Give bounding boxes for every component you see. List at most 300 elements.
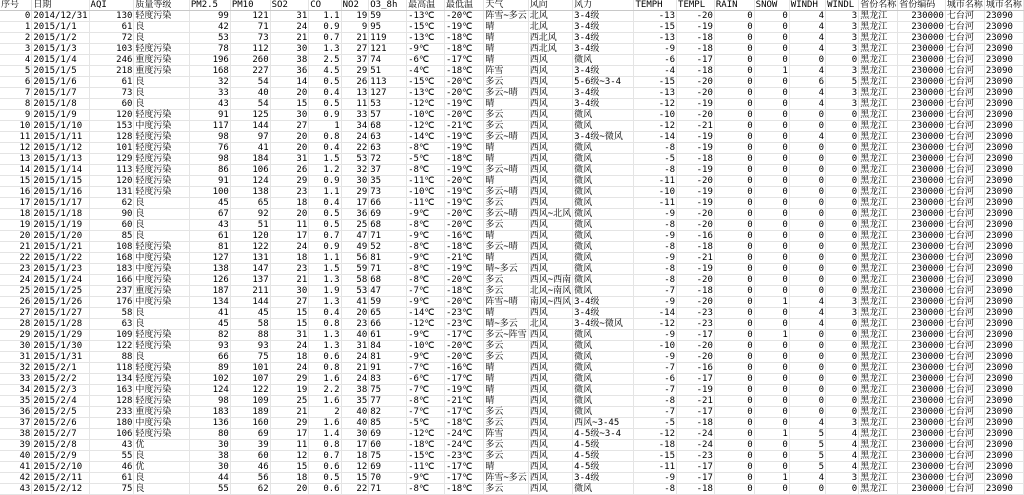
table-cell[interactable]: 1.5 xyxy=(309,154,341,165)
table-cell[interactable]: 160 xyxy=(230,418,270,429)
table-cell[interactable]: 68 xyxy=(369,275,407,286)
table-cell[interactable]: 微风 xyxy=(573,341,634,352)
table-cell[interactable]: 微风 xyxy=(573,209,634,220)
table-cell[interactable]: 轻度污染 xyxy=(134,429,189,440)
table-cell[interactable]: 西风 xyxy=(528,484,572,495)
table-cell[interactable]: -10℃ xyxy=(407,341,445,352)
table-cell[interactable]: 39 xyxy=(0,440,32,451)
table-cell[interactable]: 0.4 xyxy=(309,198,341,209)
table-cell[interactable]: 3-4级 xyxy=(573,308,634,319)
table-cell[interactable]: 0 xyxy=(754,374,789,385)
table-cell[interactable]: 七台河 xyxy=(945,121,984,132)
table-cell[interactable]: 轻度污染 xyxy=(134,396,189,407)
table-cell[interactable]: 3-4级 xyxy=(573,99,634,110)
table-cell[interactable]: -6℃ xyxy=(407,55,445,66)
table-cell[interactable]: 4 xyxy=(789,99,825,110)
table-cell[interactable]: -19 xyxy=(677,198,715,209)
table-cell[interactable]: 3 xyxy=(826,99,859,110)
table-cell[interactable]: -18 xyxy=(677,154,715,165)
table-cell[interactable]: 230000 xyxy=(898,341,946,352)
table-cell[interactable]: 2015/2/4 xyxy=(32,396,89,407)
table-cell[interactable]: 230000 xyxy=(898,396,946,407)
table-cell[interactable]: 230000 xyxy=(898,242,946,253)
table-cell[interactable]: 71 xyxy=(230,22,270,33)
table-cell[interactable]: 西风 xyxy=(528,187,572,198)
table-cell[interactable]: 4 xyxy=(789,88,825,99)
table-cell[interactable]: 23090 xyxy=(984,231,1023,242)
table-cell[interactable]: 晴~多云 xyxy=(484,319,528,330)
table-cell[interactable]: 20 xyxy=(270,132,309,143)
column-header[interactable]: 最低温 xyxy=(444,0,483,11)
table-cell[interactable]: -23 xyxy=(677,451,715,462)
table-cell[interactable]: 良 xyxy=(134,231,189,242)
table-cell[interactable]: 七台河 xyxy=(945,165,984,176)
table-cell[interactable]: 七台河 xyxy=(945,44,984,55)
table-cell[interactable]: 55 xyxy=(189,484,230,495)
table-cell[interactable]: 23090 xyxy=(984,374,1023,385)
table-cell[interactable]: 七台河 xyxy=(945,187,984,198)
table-cell[interactable]: 121 xyxy=(230,11,270,22)
table-cell[interactable]: 21 xyxy=(270,33,309,44)
table-cell[interactable]: -17 xyxy=(677,330,715,341)
table-cell[interactable]: 黑龙江 xyxy=(859,451,898,462)
table-cell[interactable]: 0 xyxy=(754,55,789,66)
table-cell[interactable]: -9℃ xyxy=(407,44,445,55)
table-cell[interactable]: 2015/1/11 xyxy=(32,132,89,143)
table-cell[interactable]: 多云~晴 xyxy=(484,187,528,198)
table-cell[interactable]: -18℃ xyxy=(444,484,483,495)
table-cell[interactable]: 17 xyxy=(341,198,369,209)
table-cell[interactable]: -18℃ xyxy=(444,33,483,44)
table-cell[interactable]: 20 xyxy=(270,143,309,154)
table-cell[interactable]: 4 xyxy=(826,440,859,451)
table-cell[interactable]: 23090 xyxy=(984,55,1023,66)
table-cell[interactable]: 微风 xyxy=(573,121,634,132)
table-cell[interactable]: -9℃ xyxy=(407,473,445,484)
table-cell[interactable]: 多云~晴 xyxy=(484,132,528,143)
table-cell[interactable]: 多云 xyxy=(484,275,528,286)
table-cell[interactable]: 0 xyxy=(826,231,859,242)
column-header[interactable]: WINDH xyxy=(789,0,825,11)
table-cell[interactable]: 120 xyxy=(89,110,134,121)
table-cell[interactable]: 41 xyxy=(230,143,270,154)
table-cell[interactable]: 西风 xyxy=(528,242,572,253)
table-cell[interactable]: 230000 xyxy=(898,209,946,220)
table-cell[interactable]: 黑龙江 xyxy=(859,297,898,308)
table-cell[interactable]: -8℃ xyxy=(407,165,445,176)
table-cell[interactable]: 21 xyxy=(341,33,369,44)
table-cell[interactable]: -19℃ xyxy=(444,132,483,143)
table-cell[interactable]: 重度污染 xyxy=(134,55,189,66)
table-cell[interactable]: 多云~晴 xyxy=(484,165,528,176)
table-cell[interactable]: 晴 xyxy=(484,231,528,242)
table-cell[interactable]: 黑龙江 xyxy=(859,484,898,495)
table-cell[interactable]: 4 xyxy=(826,451,859,462)
table-cell[interactable]: -7℃ xyxy=(407,286,445,297)
table-cell[interactable]: 微风 xyxy=(573,165,634,176)
table-cell[interactable]: 100 xyxy=(189,187,230,198)
table-cell[interactable]: 多云 xyxy=(484,484,528,495)
table-cell[interactable]: 微风 xyxy=(573,55,634,66)
table-cell[interactable]: 13 xyxy=(341,88,369,99)
table-cell[interactable]: 西风 xyxy=(528,220,572,231)
table-cell[interactable]: 80 xyxy=(189,429,230,440)
table-cell[interactable]: 0 xyxy=(789,341,825,352)
table-cell[interactable]: 230000 xyxy=(898,297,946,308)
table-cell[interactable]: 0 xyxy=(754,275,789,286)
table-cell[interactable]: 黑龙江 xyxy=(859,33,898,44)
table-cell[interactable]: -20 xyxy=(677,77,715,88)
table-cell[interactable]: 西风 xyxy=(528,385,572,396)
table-cell[interactable]: 98 xyxy=(189,154,230,165)
table-cell[interactable]: 0.6 xyxy=(309,352,341,363)
table-cell[interactable]: 5 xyxy=(789,429,825,440)
table-cell[interactable]: 0 xyxy=(826,319,859,330)
table-cell[interactable]: 22 xyxy=(341,143,369,154)
table-cell[interactable]: -7℃ xyxy=(407,363,445,374)
table-cell[interactable]: 0 xyxy=(714,374,754,385)
table-cell[interactable]: 晴 xyxy=(484,253,528,264)
table-cell[interactable]: 75 xyxy=(89,484,134,495)
table-cell[interactable]: 43 xyxy=(89,440,134,451)
column-header[interactable]: WINDL xyxy=(826,0,859,11)
table-cell[interactable]: 230000 xyxy=(898,33,946,44)
table-cell[interactable]: 91 xyxy=(369,363,407,374)
table-cell[interactable]: 27 xyxy=(270,297,309,308)
table-cell[interactable]: 0.4 xyxy=(309,308,341,319)
table-cell[interactable]: 91 xyxy=(189,110,230,121)
table-cell[interactable]: 19 xyxy=(341,11,369,22)
table-cell[interactable]: -5 xyxy=(634,418,677,429)
table-cell[interactable]: 2015/1/21 xyxy=(32,242,89,253)
table-cell[interactable]: -12℃ xyxy=(407,429,445,440)
table-cell[interactable]: -7℃ xyxy=(407,385,445,396)
table-cell[interactable]: -18℃ xyxy=(444,242,483,253)
table-cell[interactable]: 2015/1/4 xyxy=(32,55,89,66)
table-cell[interactable]: 2015/1/3 xyxy=(32,44,89,55)
table-cell[interactable]: 0 xyxy=(789,253,825,264)
table-cell[interactable]: 0 xyxy=(714,264,754,275)
table-cell[interactable]: 0 xyxy=(754,132,789,143)
table-cell[interactable]: 黑龙江 xyxy=(859,341,898,352)
table-cell[interactable]: 63 xyxy=(369,132,407,143)
table-cell[interactable]: -18℃ xyxy=(444,286,483,297)
table-cell[interactable]: -20 xyxy=(677,341,715,352)
table-cell[interactable]: 阵雪~多云 xyxy=(485,473,527,483)
column-header[interactable]: PM10 xyxy=(230,0,270,11)
table-cell[interactable]: 92 xyxy=(230,209,270,220)
table-cell[interactable]: 0.6 xyxy=(309,462,341,473)
table-cell[interactable]: 0 xyxy=(714,33,754,44)
table-cell[interactable]: 31 xyxy=(341,341,369,352)
table-cell[interactable]: 127 xyxy=(189,253,230,264)
table-cell[interactable]: 0 xyxy=(826,176,859,187)
table-cell[interactable]: 西风 xyxy=(528,308,572,319)
table-cell[interactable]: 多云 xyxy=(484,352,528,363)
table-cell[interactable]: 168 xyxy=(189,66,230,77)
table-cell[interactable]: 230000 xyxy=(898,253,946,264)
table-cell[interactable]: 42 xyxy=(0,473,32,484)
table-cell[interactable]: 23090 xyxy=(984,385,1023,396)
table-cell[interactable]: 0.8 xyxy=(309,363,341,374)
table-cell[interactable]: 3 xyxy=(826,44,859,55)
table-cell[interactable]: 0 xyxy=(714,341,754,352)
table-cell[interactable]: 中度污染 xyxy=(134,264,189,275)
table-cell[interactable]: -10℃ xyxy=(407,110,445,121)
table-cell[interactable]: 189 xyxy=(230,407,270,418)
table-cell[interactable]: 72 xyxy=(89,33,134,44)
table-cell[interactable]: 230000 xyxy=(898,165,946,176)
table-cell[interactable]: 77 xyxy=(369,396,407,407)
table-cell[interactable]: 良 xyxy=(134,220,189,231)
table-cell[interactable]: 230000 xyxy=(898,121,946,132)
table-cell[interactable]: 黑龙江 xyxy=(859,154,898,165)
table-cell[interactable]: 230000 xyxy=(898,385,946,396)
table-cell[interactable]: 七台河 xyxy=(945,209,984,220)
table-cell[interactable]: 26 xyxy=(270,165,309,176)
table-cell[interactable]: 西风 xyxy=(528,396,572,407)
table-cell[interactable]: 113 xyxy=(369,77,407,88)
table-cell[interactable]: 0 xyxy=(754,253,789,264)
table-cell[interactable]: -9 xyxy=(634,231,677,242)
table-cell[interactable]: 七台河 xyxy=(945,363,984,374)
table-cell[interactable]: 微风 xyxy=(573,231,634,242)
table-cell[interactable]: 85 xyxy=(369,418,407,429)
table-cell[interactable]: 128 xyxy=(89,396,134,407)
table-cell[interactable]: 多云 xyxy=(484,451,528,462)
table-cell[interactable]: 良 xyxy=(134,209,189,220)
table-cell[interactable]: -17 xyxy=(677,55,715,66)
table-cell[interactable]: 4-5级 xyxy=(573,440,634,451)
table-cell[interactable]: 230000 xyxy=(898,286,946,297)
table-cell[interactable]: 0 xyxy=(714,396,754,407)
table-cell[interactable]: 19 xyxy=(0,220,32,231)
table-cell[interactable]: -23℃ xyxy=(444,319,483,330)
table-cell[interactable]: 黑龙江 xyxy=(859,132,898,143)
table-cell[interactable]: 晴 xyxy=(484,176,528,187)
table-cell[interactable]: 10 xyxy=(0,121,32,132)
table-cell[interactable]: 西风 xyxy=(528,352,572,363)
table-cell[interactable]: 七台河 xyxy=(945,176,984,187)
column-header[interactable]: TEMPL xyxy=(677,0,715,11)
table-cell[interactable]: 微风 xyxy=(573,187,634,198)
table-cell[interactable]: 91 xyxy=(189,176,230,187)
table-cell[interactable]: 3-4级 xyxy=(573,44,634,55)
table-cell[interactable]: 微风 xyxy=(573,330,634,341)
column-header[interactable]: 城市名称 xyxy=(946,0,983,10)
table-cell[interactable]: -5 xyxy=(634,154,677,165)
table-cell[interactable]: 2015/1/12 xyxy=(32,143,89,154)
table-cell[interactable]: 3 xyxy=(826,11,859,22)
table-cell[interactable]: 23090 xyxy=(984,418,1023,429)
table-cell[interactable]: -18 xyxy=(677,286,715,297)
table-cell[interactable]: 黑龙江 xyxy=(859,110,898,121)
table-cell[interactable]: -17℃ xyxy=(444,330,483,341)
table-cell[interactable]: 26 xyxy=(0,297,32,308)
table-cell[interactable]: 4-5级 xyxy=(573,462,634,473)
table-cell[interactable]: -20℃ xyxy=(444,220,483,231)
table-cell[interactable]: 68 xyxy=(369,220,407,231)
table-cell[interactable]: 0 xyxy=(754,242,789,253)
table-cell[interactable]: 重度污染 xyxy=(134,66,189,77)
table-cell[interactable]: 0.5 xyxy=(309,473,341,484)
table-cell[interactable]: 82 xyxy=(369,407,407,418)
table-cell[interactable]: 七台河 xyxy=(945,99,984,110)
table-cell[interactable]: 6 xyxy=(0,77,32,88)
table-cell[interactable]: 0 xyxy=(826,165,859,176)
table-cell[interactable]: 0.9 xyxy=(309,22,341,33)
table-cell[interactable]: -13 xyxy=(634,33,677,44)
table-cell[interactable]: 23090 xyxy=(984,110,1023,121)
table-cell[interactable]: 23 xyxy=(270,264,309,275)
table-cell[interactable]: 南风~西风 xyxy=(529,297,572,307)
table-cell[interactable]: 230000 xyxy=(898,429,946,440)
table-cell[interactable]: 0.5 xyxy=(309,77,341,88)
table-cell[interactable]: 51 xyxy=(369,66,407,77)
table-cell[interactable]: 西风~西南 xyxy=(529,275,572,285)
table-cell[interactable]: -20℃ xyxy=(444,352,483,363)
table-cell[interactable]: 88 xyxy=(89,352,134,363)
table-cell[interactable]: 27 xyxy=(0,308,32,319)
table-cell[interactable]: 3-4级 xyxy=(573,66,634,77)
table-cell[interactable]: 1.3 xyxy=(309,275,341,286)
table-cell[interactable]: 轻度污染 xyxy=(134,330,189,341)
table-cell[interactable]: 61 xyxy=(189,231,230,242)
table-cell[interactable]: 0 xyxy=(826,154,859,165)
table-cell[interactable]: -19℃ xyxy=(444,99,483,110)
table-cell[interactable]: 46 xyxy=(230,462,270,473)
table-cell[interactable]: 微风 xyxy=(573,264,634,275)
table-cell[interactable]: -11 xyxy=(634,198,677,209)
table-cell[interactable]: 4-5级 xyxy=(573,451,634,462)
table-cell[interactable]: 西风 xyxy=(528,330,572,341)
table-cell[interactable]: 北风 xyxy=(528,319,572,330)
column-header[interactable]: SO2 xyxy=(270,0,309,11)
table-cell[interactable]: 微风 xyxy=(573,484,634,495)
table-cell[interactable]: 中度污染 xyxy=(134,275,189,286)
table-cell[interactable]: 0 xyxy=(714,363,754,374)
table-cell[interactable]: 多云~晴 xyxy=(484,88,528,99)
table-cell[interactable]: 23090 xyxy=(984,341,1023,352)
table-cell[interactable]: -18 xyxy=(677,33,715,44)
table-cell[interactable]: 23090 xyxy=(984,11,1023,22)
table-cell[interactable]: -24 xyxy=(677,429,715,440)
table-cell[interactable]: -13℃ xyxy=(407,88,445,99)
table-cell[interactable]: 33 xyxy=(341,110,369,121)
table-cell[interactable]: 黑龙江 xyxy=(859,462,898,473)
table-cell[interactable]: 9 xyxy=(0,110,32,121)
table-cell[interactable]: 153 xyxy=(89,121,134,132)
table-cell[interactable]: 230000 xyxy=(898,154,946,165)
table-cell[interactable]: 44 xyxy=(189,473,230,484)
table-cell[interactable]: 29 xyxy=(270,176,309,187)
table-cell[interactable]: 23090 xyxy=(984,440,1023,451)
table-cell[interactable]: 90 xyxy=(89,209,134,220)
table-cell[interactable]: 1.3 xyxy=(309,341,341,352)
table-cell[interactable]: 七台河 xyxy=(945,198,984,209)
table-cell[interactable]: 163 xyxy=(89,385,134,396)
table-cell[interactable]: 15 xyxy=(341,473,369,484)
table-cell[interactable]: 5 xyxy=(0,66,32,77)
table-cell[interactable]: 60 xyxy=(230,451,270,462)
table-cell[interactable]: 5 xyxy=(789,462,825,473)
table-cell[interactable]: 黑龙江 xyxy=(859,407,898,418)
table-cell[interactable]: 0.4 xyxy=(309,88,341,99)
table-cell[interactable]: 7 xyxy=(0,88,32,99)
table-cell[interactable]: 85 xyxy=(89,231,134,242)
table-cell[interactable]: 1.6 xyxy=(309,418,341,429)
table-cell[interactable]: 218 xyxy=(89,66,134,77)
table-cell[interactable]: 23090 xyxy=(984,99,1023,110)
table-cell[interactable]: 1.3 xyxy=(309,44,341,55)
table-cell[interactable]: 31 xyxy=(270,11,309,22)
table-cell[interactable]: 32 xyxy=(189,77,230,88)
table-cell[interactable]: 七台河 xyxy=(945,11,984,22)
table-cell[interactable]: 1.6 xyxy=(309,374,341,385)
table-cell[interactable]: 0 xyxy=(714,330,754,341)
table-cell[interactable]: -19℃ xyxy=(444,385,483,396)
table-cell[interactable]: 81 xyxy=(369,352,407,363)
table-cell[interactable]: 0 xyxy=(789,264,825,275)
table-cell[interactable]: 0.9 xyxy=(309,176,341,187)
table-cell[interactable]: -9℃ xyxy=(407,209,445,220)
table-cell[interactable]: 3 xyxy=(0,44,32,55)
table-cell[interactable]: 西风 xyxy=(528,440,572,451)
table-cell[interactable]: 230000 xyxy=(898,88,946,99)
table-cell[interactable]: 0 xyxy=(714,429,754,440)
table-cell[interactable]: -18℃ xyxy=(444,418,483,429)
table-cell[interactable]: 多云 xyxy=(484,77,528,88)
table-cell[interactable]: 41 xyxy=(0,462,32,473)
table-cell[interactable]: 60 xyxy=(89,99,134,110)
table-cell[interactable]: -10℃ xyxy=(407,187,445,198)
table-cell[interactable]: 良 xyxy=(134,88,189,99)
table-cell[interactable]: 3-4级 xyxy=(573,297,634,308)
table-cell[interactable]: 2015/2/7 xyxy=(32,429,89,440)
table-cell[interactable]: 23090 xyxy=(984,473,1023,484)
table-cell[interactable]: 多云 xyxy=(484,198,528,209)
table-cell[interactable]: 0 xyxy=(714,220,754,231)
table-cell[interactable]: 0.5 xyxy=(309,99,341,110)
table-cell[interactable]: 0 xyxy=(714,286,754,297)
table-cell[interactable]: 2015/1/16 xyxy=(32,187,89,198)
table-cell[interactable]: 2015/1/25 xyxy=(32,286,89,297)
table-cell[interactable]: 23090 xyxy=(984,242,1023,253)
table-cell[interactable]: 61 xyxy=(89,22,134,33)
table-cell[interactable]: 1.3 xyxy=(309,297,341,308)
table-cell[interactable]: 73 xyxy=(89,88,134,99)
table-cell[interactable]: 微风 xyxy=(573,242,634,253)
table-cell[interactable]: 23090 xyxy=(984,264,1023,275)
table-cell[interactable]: 12 xyxy=(270,451,309,462)
table-cell[interactable]: 0 xyxy=(754,88,789,99)
table-cell[interactable]: -9 xyxy=(634,253,677,264)
table-cell[interactable]: 0 xyxy=(754,308,789,319)
table-cell[interactable]: 0 xyxy=(714,418,754,429)
table-cell[interactable]: 0 xyxy=(789,385,825,396)
table-cell[interactable]: -12 xyxy=(634,121,677,132)
table-cell[interactable]: -24 xyxy=(677,440,715,451)
table-cell[interactable]: -17℃ xyxy=(444,55,483,66)
table-cell[interactable]: 0 xyxy=(789,154,825,165)
table-cell[interactable]: -15℃ xyxy=(407,22,445,33)
table-cell[interactable]: -9 xyxy=(634,297,677,308)
table-cell[interactable]: 11 xyxy=(270,440,309,451)
table-cell[interactable]: 37 xyxy=(369,165,407,176)
table-cell[interactable]: 七台河 xyxy=(945,407,984,418)
table-cell[interactable]: -5℃ xyxy=(407,154,445,165)
table-cell[interactable]: 6 xyxy=(789,77,825,88)
